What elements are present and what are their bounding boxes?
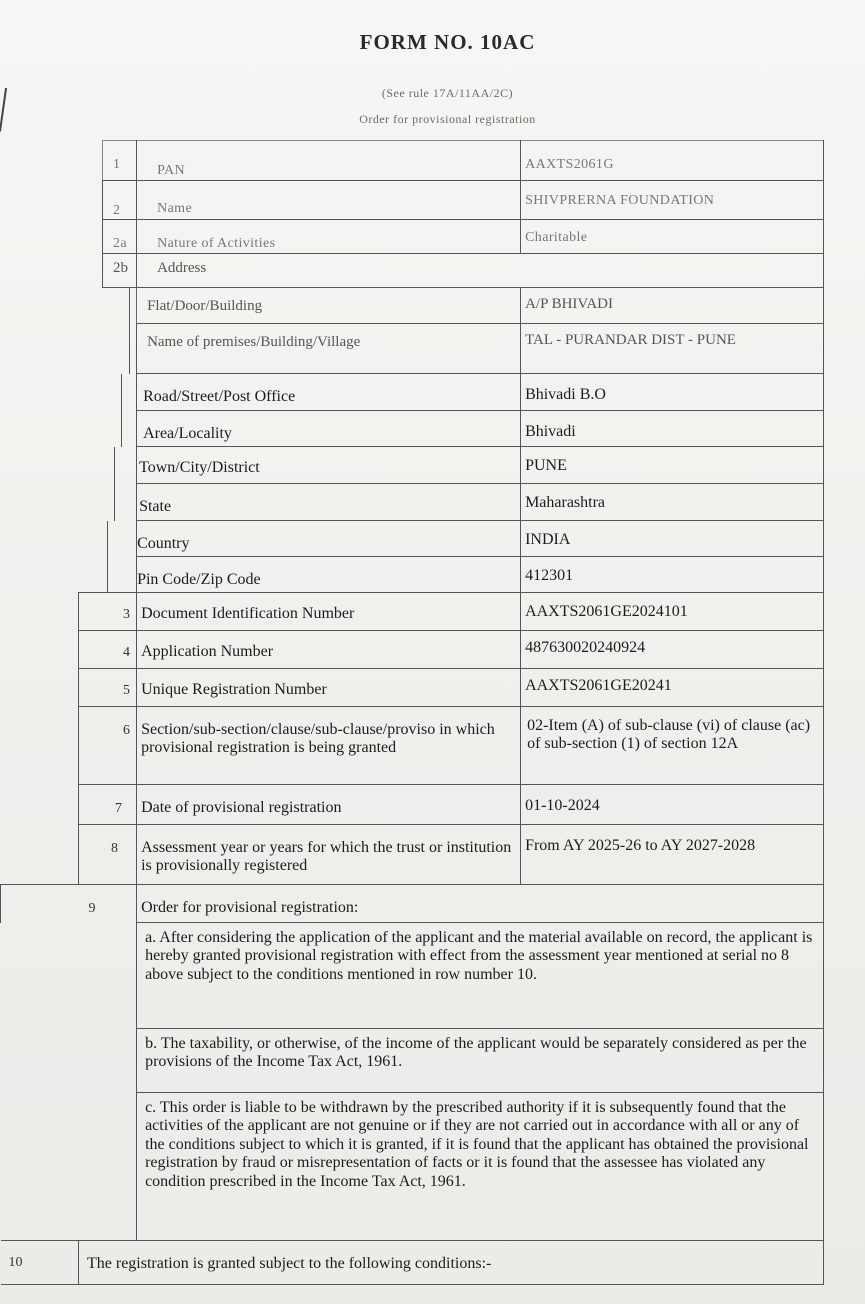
field-label-country: Country [137, 521, 521, 557]
row-number: 5 [79, 669, 137, 707]
row-number: 6 [79, 707, 137, 785]
field-label-unique-reg: Unique Registration Number [137, 669, 521, 707]
field-value-premises: TAL - PURANDAR DIST - PUNE [521, 324, 824, 374]
field-value-application-no: 487630020240924 [521, 631, 824, 669]
field-label-document-id: Document Identification Number [137, 593, 521, 631]
field-value-town: PUNE [521, 447, 824, 484]
table-row [1, 411, 865, 447]
field-value-flat: A/P BHIVADI [521, 288, 824, 324]
order-heading: Order for provisional registration: [137, 885, 824, 923]
conditions-heading: The registration is granted subject to the following conditions:- [79, 1241, 824, 1285]
table-row [1, 374, 865, 411]
table-row [1, 181, 865, 220]
field-value-assessment-year: From AY 2025-26 to AY 2027-2028 [521, 825, 824, 885]
table-row [1, 220, 865, 254]
table-row [1, 324, 865, 374]
table-row [1, 557, 865, 593]
field-label-pin: Pin Code/Zip Code [137, 557, 521, 593]
table-row [1, 254, 865, 288]
order-clause-b: b. The taxability, or otherwise, of the income of the applicant would be separately considered as per the provisions of the Income Tax Act, 1961. [137, 1029, 824, 1093]
field-value-date: 01-10-2024 [521, 785, 824, 825]
table-row [1, 593, 865, 631]
field-value-state: Maharashtra [521, 484, 824, 521]
table-row [1, 825, 865, 885]
row-number: 2a [103, 220, 137, 254]
field-label-section: Section/sub-section/clause/sub-clause/proviso in which provisional registration is being granted [137, 707, 521, 785]
table-row [1, 1241, 865, 1285]
table-row [1, 885, 865, 923]
table-row [1, 484, 865, 521]
field-value-road: Bhivadi B.O [521, 374, 824, 411]
field-value-area: Bhivadi [521, 411, 824, 447]
field-label-nature: Nature of Activities [137, 220, 521, 254]
table-row [1, 141, 865, 181]
field-label-pan: PAN [137, 141, 521, 181]
field-value-section: 02-Item (A) of sub-clause (vi) of clause (ac) of sub-section (1) of section 12A [521, 707, 824, 785]
field-label-area: Area/Locality [137, 411, 521, 447]
field-label-flat: Flat/Door/Building [137, 288, 521, 324]
table-row [1, 785, 865, 825]
row-number: 3 [79, 593, 137, 631]
field-value-nature: Charitable [521, 220, 824, 254]
row-number: 7 [79, 785, 137, 825]
table-row [1, 447, 865, 484]
row-number: 10 [1, 1241, 79, 1285]
order-clause-c: c. This order is liable to be withdrawn by the prescribed authority if it is subsequently found that the activities of the applicant are not genuine or if they are not carried out in accordance with all or any of the conditions subject to which it is granted, if it is found that the applicant has obtained the provisional registration by fraud or misrepresentation of facts or it is found that the assessee has violated any condition prescribed in the Income Tax Act, 1961. [137, 1093, 824, 1241]
row-number: 8 [79, 825, 137, 885]
field-value-pin: 412301 [521, 557, 824, 593]
row-number: 2b [103, 254, 137, 288]
field-value-unique-reg: AAXTS2061GE20241 [521, 669, 824, 707]
field-value-pan: AAXTS2061G [521, 141, 824, 181]
row-number: 4 [79, 631, 137, 669]
row-number: 1 [103, 141, 137, 181]
rule-reference: (See rule 17A/11AA/2C) [381, 86, 514, 100]
field-label-address: Address [137, 254, 824, 288]
field-value-country: INDIA [521, 521, 824, 557]
field-label-premises: Name of premises/Building/Village [137, 324, 521, 374]
field-label-state: State [137, 484, 521, 521]
field-value-name: SHIVPRERNA FOUNDATION [521, 181, 824, 220]
table-row [1, 631, 865, 669]
table-row [1, 707, 865, 785]
field-label-name: Name [137, 181, 521, 220]
table-row [1, 288, 865, 324]
row-number: 2 [103, 181, 137, 220]
field-label-assessment-year: Assessment year or years for which the trust or institution is provisionally registered [137, 825, 521, 885]
table-row [1, 521, 865, 557]
field-value-document-id: AAXTS2061GE2024101 [521, 593, 824, 631]
form-title: FORM NO. 10AC [359, 30, 536, 54]
field-label-road: Road/Street/Post Office [137, 374, 521, 411]
row-number: 9 [79, 885, 137, 1241]
registration-table [0, 140, 865, 1285]
order-clause-a: a. After considering the application of the applicant and the material available on record, the applicant is hereby granted provisional registration with effect from the assessment year mentioned at serial no 8 above subject to the conditions mentioned in row number 10. [137, 923, 824, 1029]
table-row [1, 669, 865, 707]
field-label-date: Date of provisional registration [137, 785, 521, 825]
field-label-application-no: Application Number [137, 631, 521, 669]
field-label-town: Town/City/District [137, 447, 521, 484]
form-subtitle: Order for provisional registration [359, 112, 536, 126]
